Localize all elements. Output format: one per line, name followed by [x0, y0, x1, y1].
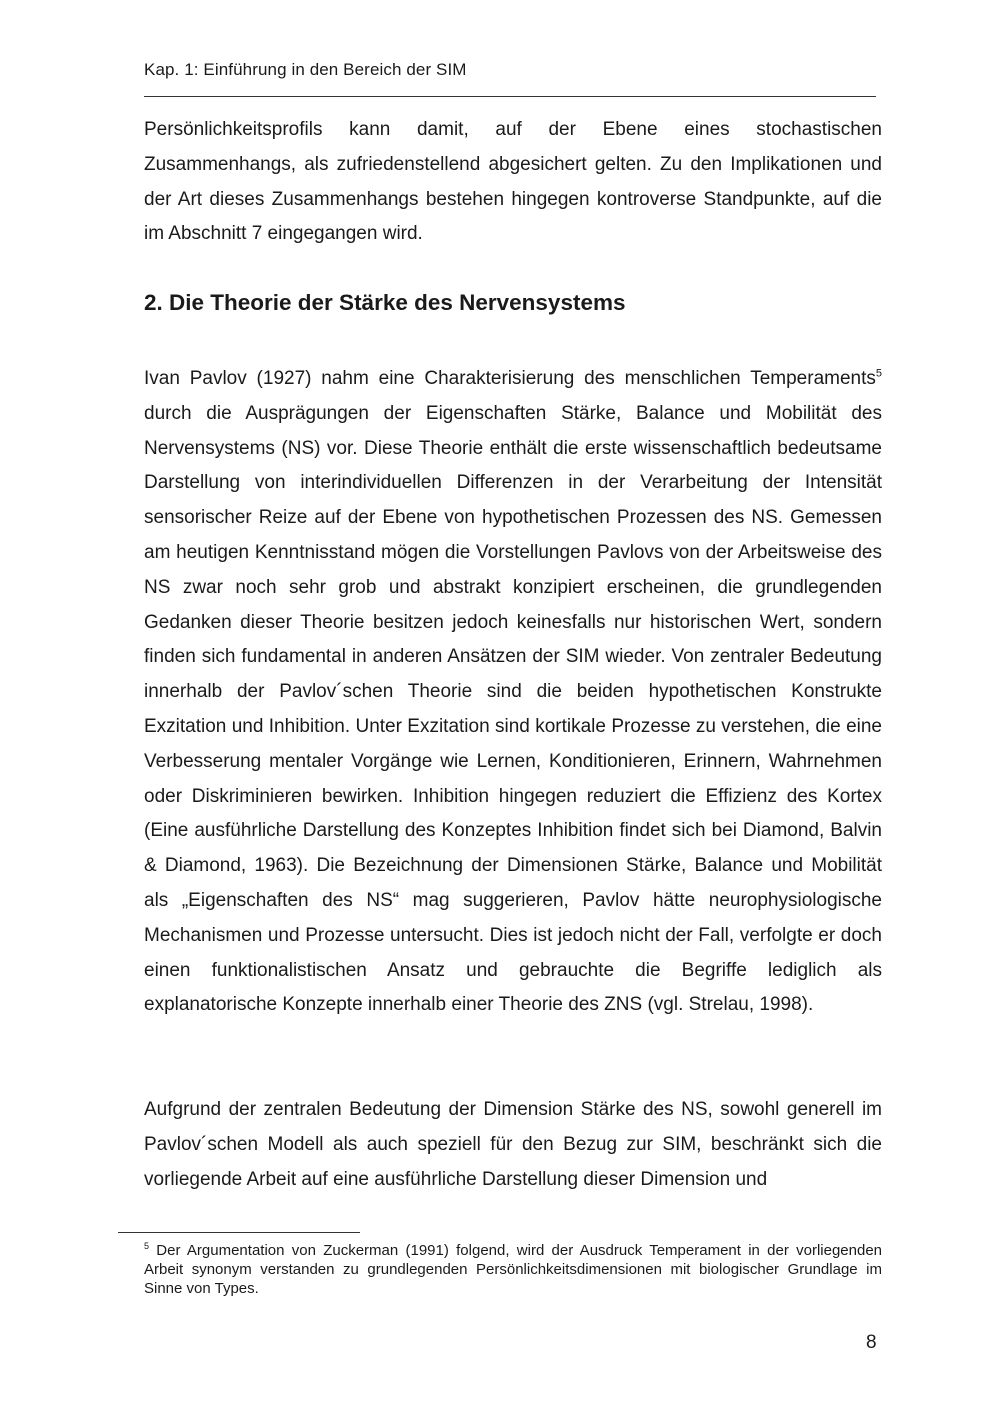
paragraph-1-text-end: durch die Ausprägungen der Eigenschaften Stärke, Balance und Mobilität des Nervensystems (NS) vor. Diese Theorie enthält die erste wissenschaftlich bedeutsame Darstellung von interindividuellen Differenzen in der Verarbeitung der Intensität sensorischer Reize auf der Ebene von hypothetischen Prozessen des NS. Gemessen am heutigen Kenntnisstand mögen die Vorstellungen Pavlovs von der Arbeitsweise des NS zwar noch sehr grob und abstrakt konzipiert erscheinen, die grundlegenden Gedanken dieser Theorie besitzen jedoch keinesfalls nur historischen Wert, sondern finden sich fundamental in anderen Ansätzen der SIM wieder. Von zentraler Bedeutung innerhalb der Pavlov´schen Theorie sind die beiden hypothetischen Konstrukte Exzitation und Inhibition. Unter Exzitation sind kortikale Prozesse zu verstehen, die eine Verbesserung mentaler Vorgänge wie Lernen, Konditionieren, Erinnern, Wahrnehmen oder Diskriminieren bewirken. Inhibition hingegen reduziert die Effizienz des Kortex (Eine ausführliche Darstellung des Konzeptes Inhibition findet sich bei Diamond, Balvin & Diamond, 1963). Die Bezeichnung der Dimensionen Stärke, Balance und Mobilität als „Eigenschaften des NS“ mag suggerieren, Pavlov hätte neurophysiologische Mechanismen und Prozesse untersucht. Dies ist jedoch nicht der Fall, verfolgte er doch einen funktionalistischen Ansatz und gebrauchte die Begriffe lediglich als explanatorische Konzepte innerhalb einer Theorie des ZNS (vgl. Strelau, 1998).	[144, 402, 882, 1016]
page-number: 8	[866, 1332, 877, 1353]
footnote-reference: 5	[875, 367, 882, 380]
running-header: Kap. 1: Einführung in den Bereich der SIM	[144, 60, 467, 79]
body-paragraph-1	[144, 362, 882, 1023]
header-rule	[144, 96, 876, 97]
footnote-rule	[118, 1232, 360, 1233]
footnote-text: Der Argumentation von Zuckerman (1991) folgend, wird der Ausdruck Temperament in der vorliegenden Arbeit synonym verstanden zu grundlegenden Persönlichkeitsdimensionen mit biologischer Grundlage im Sinne von Types.	[144, 1242, 882, 1297]
intro-paragraph: Persönlichkeitsprofils kann damit, auf der Ebene eines stochastischen Zusammenhangs, als zufriedenstellend abgesichert gelten. Zu den Implikationen und der Art dieses Zusammenhangs bestehen hingegen kontroverse Standpunkte, auf die im Abschnitt 7 eingegangen wird.	[144, 119, 882, 245]
body-paragraph-2: Aufgrund der zentralen Bedeutung der Dimension Stärke des NS, sowohl generell im Pavlov´schen Modell als auch speziell für den Bezug zur SIM, beschränkt sich die vorliegende Arbeit auf eine ausführliche Darstellung dieser Dimension und	[144, 1099, 882, 1190]
footnote-marker: 5	[144, 1241, 150, 1251]
paragraph-1-text-start: Ivan Pavlov (1927) nahm eine Charakterisierung des menschlichen Temperaments	[144, 368, 876, 389]
footnote	[144, 1241, 882, 1298]
section-heading: 2. Die Theorie der Stärke des Nervensystems	[144, 290, 626, 315]
